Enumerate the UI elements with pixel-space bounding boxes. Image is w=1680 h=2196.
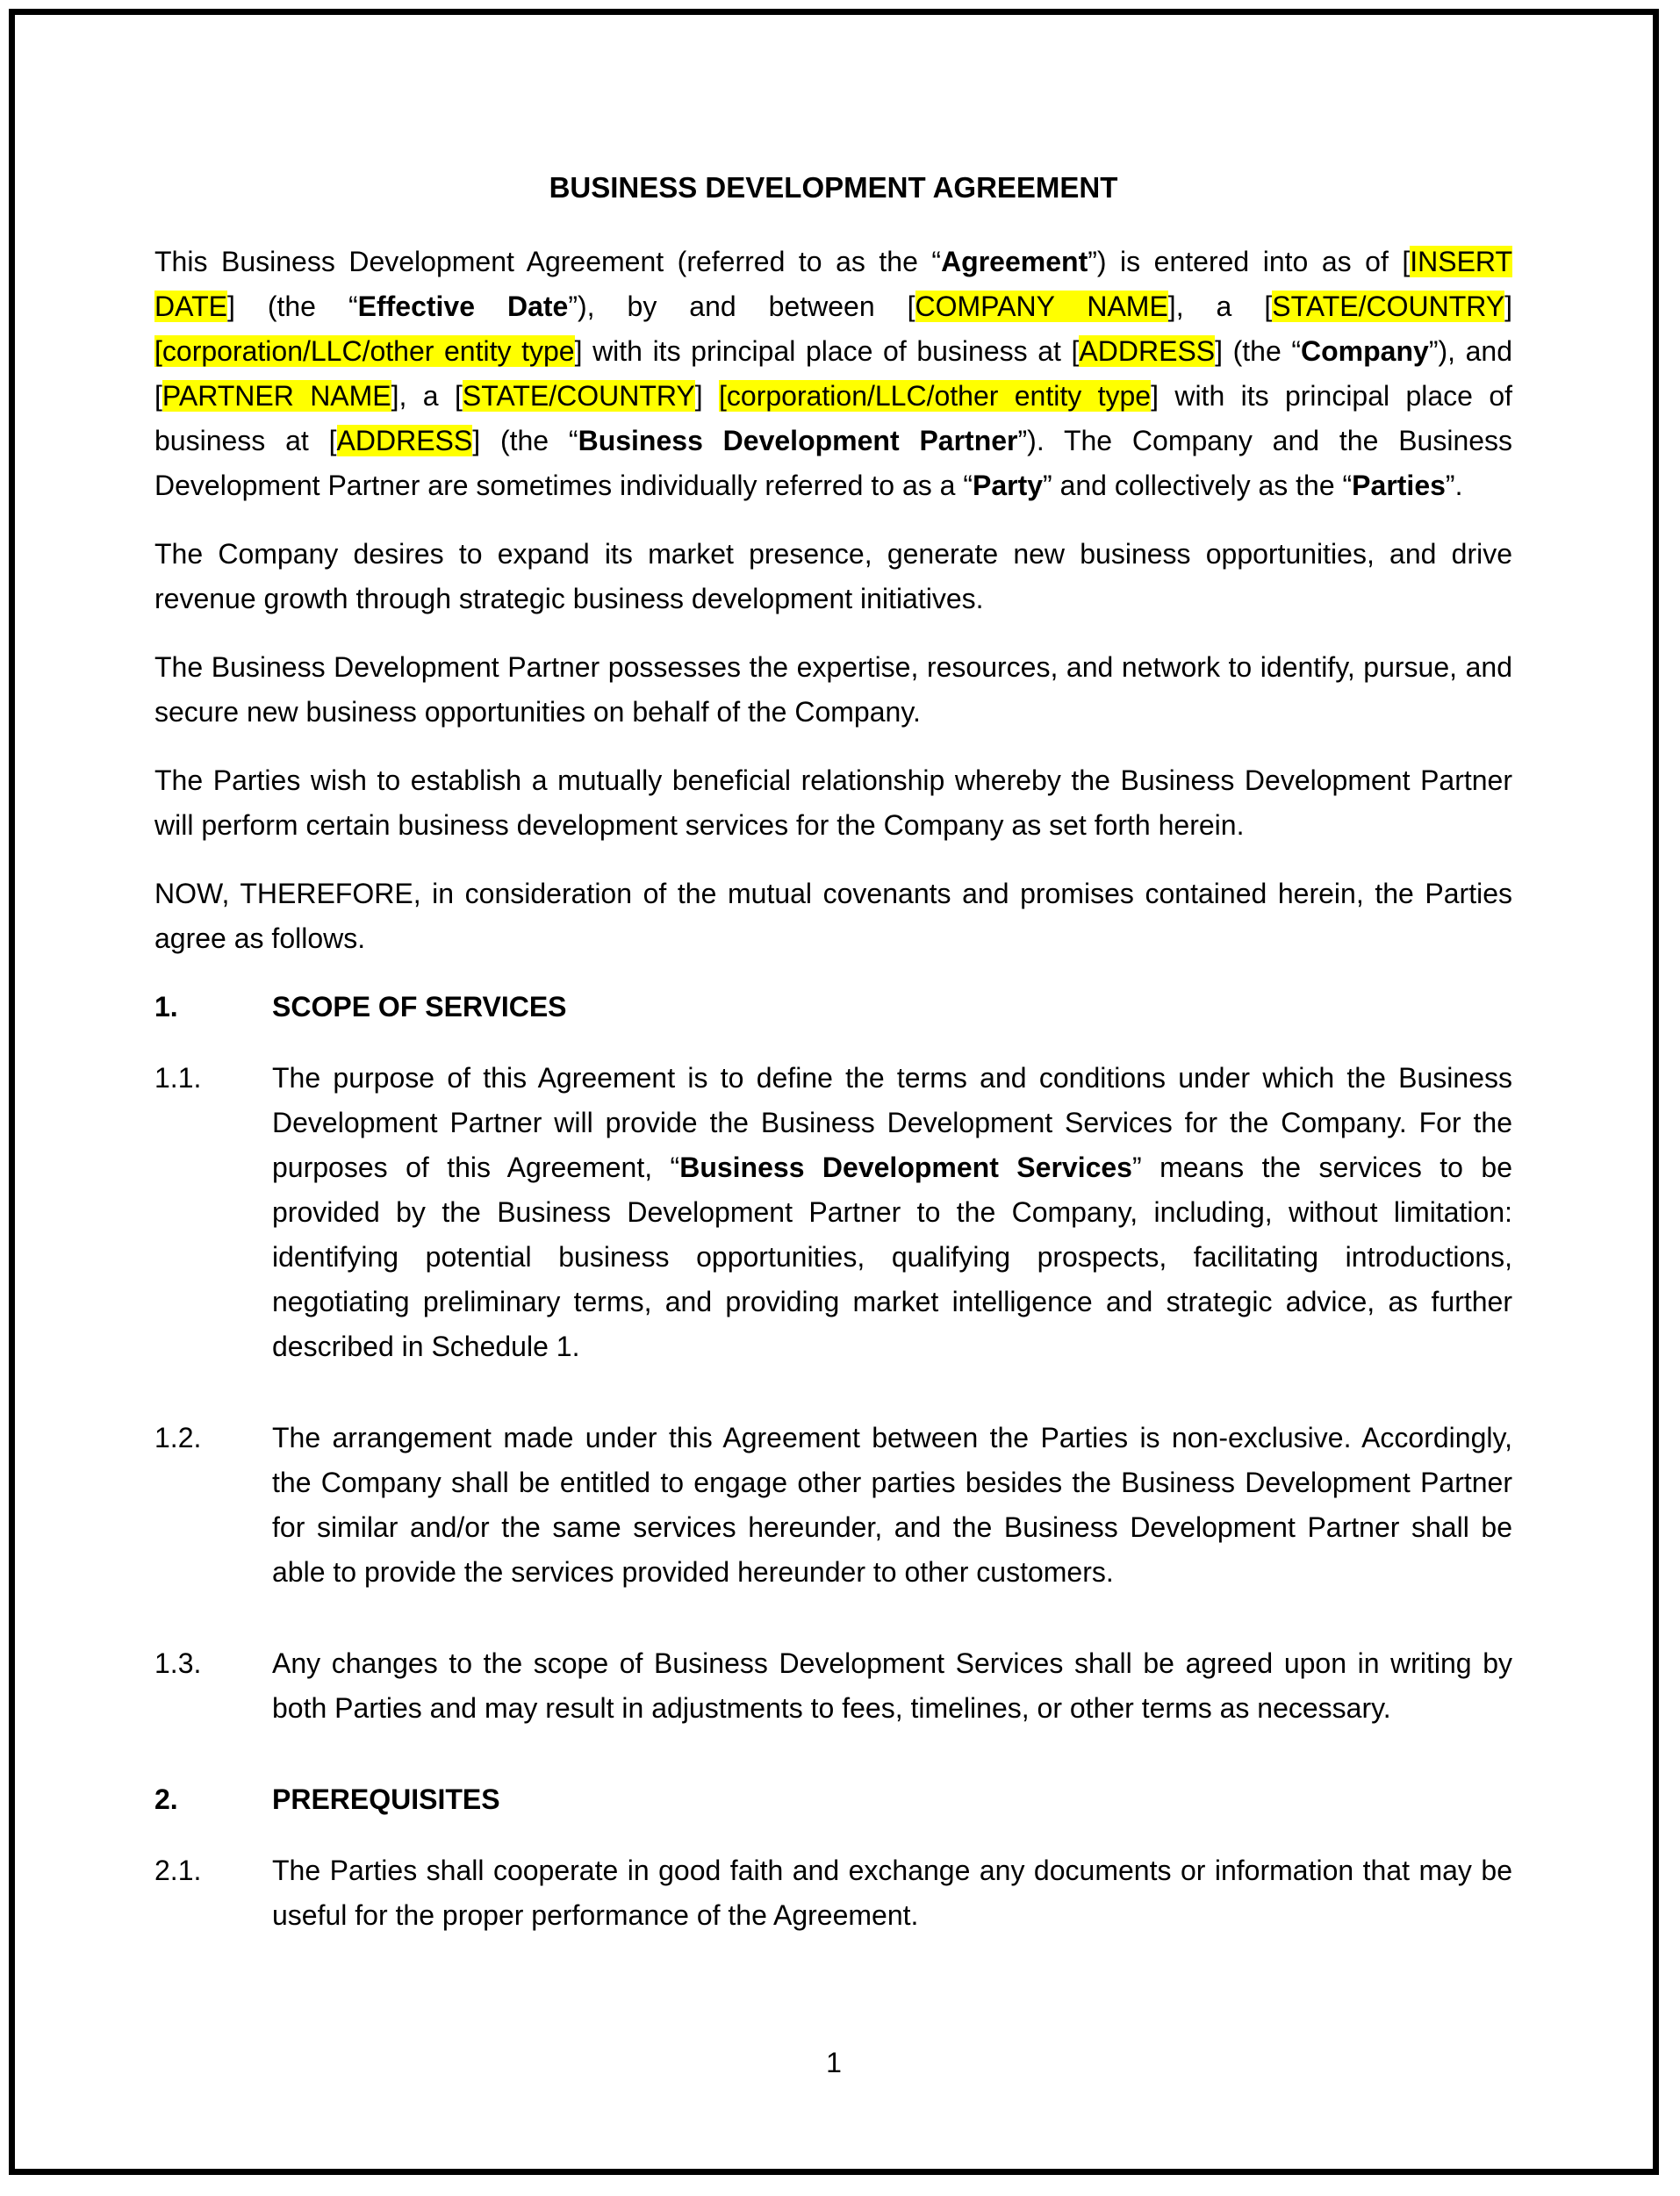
recital-partner-expertise: The Business Development Partner possesses the expertise, resources, and network to identify, pursue, and secure new business opportunities on behalf of the Company. [154,651,1512,728]
clause-2-1 [154,1848,1512,1938]
recital-now-therefore: NOW, THEREFORE, in consideration of the mutual covenants and promises contained herein, the Parties agree as follows. [154,878,1512,954]
clause-number: 1.3. [154,1647,202,1679]
clause-text: The purpose of this Agreement is to define the terms and conditions under which the Business Development Partner will provide the Business Development Services for the Company. For the purposes of this Agreement, “Business Development Services” means the services to be provided by the Business Development Partner to the Company, including, without limitation: identifying potential business opportunities, qualifying prospects, facilitating introductions, negotiating preliminary terms, and providing market intelligence and strategic advice, as further described in Schedule 1. [272,1062,1513,1362]
clause-text: The arrangement made under this Agreement between the Parties is non-exclusive. Accordingly, the Company shall be entitled to engage other parties besides the Business Development Partner for similar and/or the same services hereunder, and the Business Development Partner shall be able to provide the services provided hereunder to other customers. [272,1422,1512,1588]
page-border [9,9,1659,2175]
clause-number: 1.2. [154,1422,202,1453]
clause-text: The Parties shall cooperate in good faith and exchange any documents or information that may be useful for the proper performance of the Agreement. [272,1855,1512,1931]
recital-mutual-relationship: The Parties wish to establish a mutually beneficial relationship whereby the Business Development Partner will perform certain business development services for the Company as set forth herein. [154,764,1512,841]
clause-1-2 [154,1416,1512,1595]
page-number: 1 [826,2047,842,2078]
clause-1-1 [154,1056,1512,1369]
section-number: 2. [154,1783,178,1815]
document-title: BUSINESS DEVELOPMENT AGREEMENT [549,171,1118,204]
recital-company-desires: The Company desires to expand its market presence, generate new business opportunities, and drive revenue growth through strategic business development initiatives. [154,538,1512,614]
page-content [154,15,1512,1984]
section-heading-label: PREREQUISITES [272,1783,500,1815]
intro-paragraph-parties: This Business Development Agreement (referred to as the “Agreement”) is entered into as of [INSERT DATE] (the “Effective Date”), by and between [COMPANY NAME], a [STATE/COUNTRY] [corporation/LLC/other entity type] with its principal place of business at [ADDRESS] (the “Company”), and [PARTNER NAME], a [STATE/COUNTRY] [corporation/LLC/other entity type] with its principal place of business at [ADDRESS] (the “Business Development Partner”). The Company and the Business Development Partner are sometimes individually referred to as a “Party” and collectively as the “Parties”. [154,246,1513,501]
section-heading-label: SCOPE OF SERVICES [272,991,567,1023]
section-heading-prerequisites [154,1777,1512,1822]
clause-number: 1.1. [154,1062,202,1094]
clause-1-3 [154,1641,1512,1731]
section-heading-scope-of-services [154,985,1512,1030]
clause-text: Any changes to the scope of Business Development Services shall be agreed upon in writing by both Parties and may result in adjustments to fees, timelines, or other terms as necessary. [272,1647,1512,1724]
section-number: 1. [154,991,178,1023]
clause-number: 2.1. [154,1855,202,1886]
